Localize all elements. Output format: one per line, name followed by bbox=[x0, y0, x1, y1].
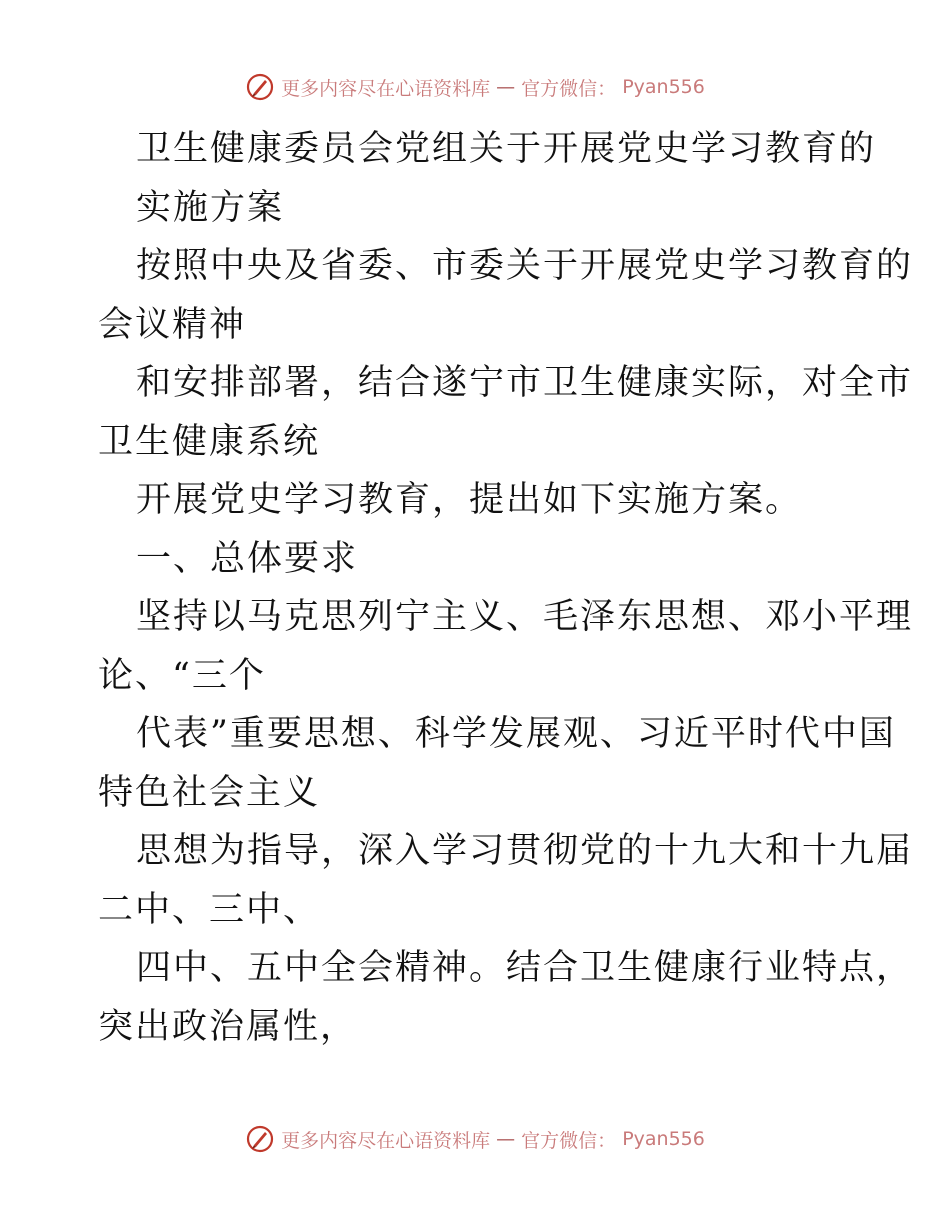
watermark-brand-text: 更多内容尽在心语资料库 bbox=[281, 77, 491, 100]
document-line: 特色社会主义 bbox=[98, 772, 321, 813]
watermark-separator: — bbox=[496, 1128, 516, 1150]
watermark-wechat-label: 官方微信： bbox=[521, 1129, 617, 1152]
header-watermark bbox=[0, 72, 950, 102]
document-line: 卫生健康系统 bbox=[98, 421, 321, 462]
watermark-wechat-handle: Pyan556 bbox=[622, 76, 705, 98]
document-line: 二中、三中、 bbox=[98, 889, 321, 930]
document-line: 和安排部署，结合遂宁市卫生健康实际，对全市 bbox=[136, 363, 914, 403]
document-line: 突出政治属性， bbox=[98, 1006, 358, 1047]
watermark-wechat-label: 官方微信： bbox=[521, 77, 617, 100]
document-line: 会议精神 bbox=[98, 304, 247, 345]
document-line: 实施方案 bbox=[136, 187, 285, 228]
document-line: 一、总体要求 bbox=[136, 538, 359, 579]
feather-pen-circle-icon bbox=[245, 72, 275, 102]
document-line: 坚持以马克思列宁主义、毛泽东思想、邓小平理 bbox=[136, 597, 914, 637]
document-line: 代表”重要思想、科学发展观、习近平时代中国 bbox=[136, 714, 896, 754]
document-line: 论、“三个 bbox=[98, 655, 266, 696]
feather-pen-circle-icon bbox=[245, 1124, 275, 1154]
document-line: 四中、五中全会精神。结合卫生健康行业特点， bbox=[136, 948, 914, 988]
document-line: 开展党史学习教育，提出如下实施方案。 bbox=[136, 480, 803, 520]
watermark-wechat-handle: Pyan556 bbox=[622, 1128, 705, 1150]
document-line: 思想为指导，深入学习贯彻党的十九大和十九届 bbox=[136, 831, 914, 871]
watermark-separator: — bbox=[496, 76, 516, 98]
document-body bbox=[98, 120, 914, 1056]
watermark-brand-text: 更多内容尽在心语资料库 bbox=[281, 1129, 491, 1152]
document-line: 按照中央及省委、市委关于开展党史学习教育的 bbox=[136, 246, 914, 286]
document-line: 卫生健康委员会党组关于开展党史学习教育的 bbox=[136, 129, 877, 169]
footer-watermark bbox=[0, 1124, 950, 1154]
